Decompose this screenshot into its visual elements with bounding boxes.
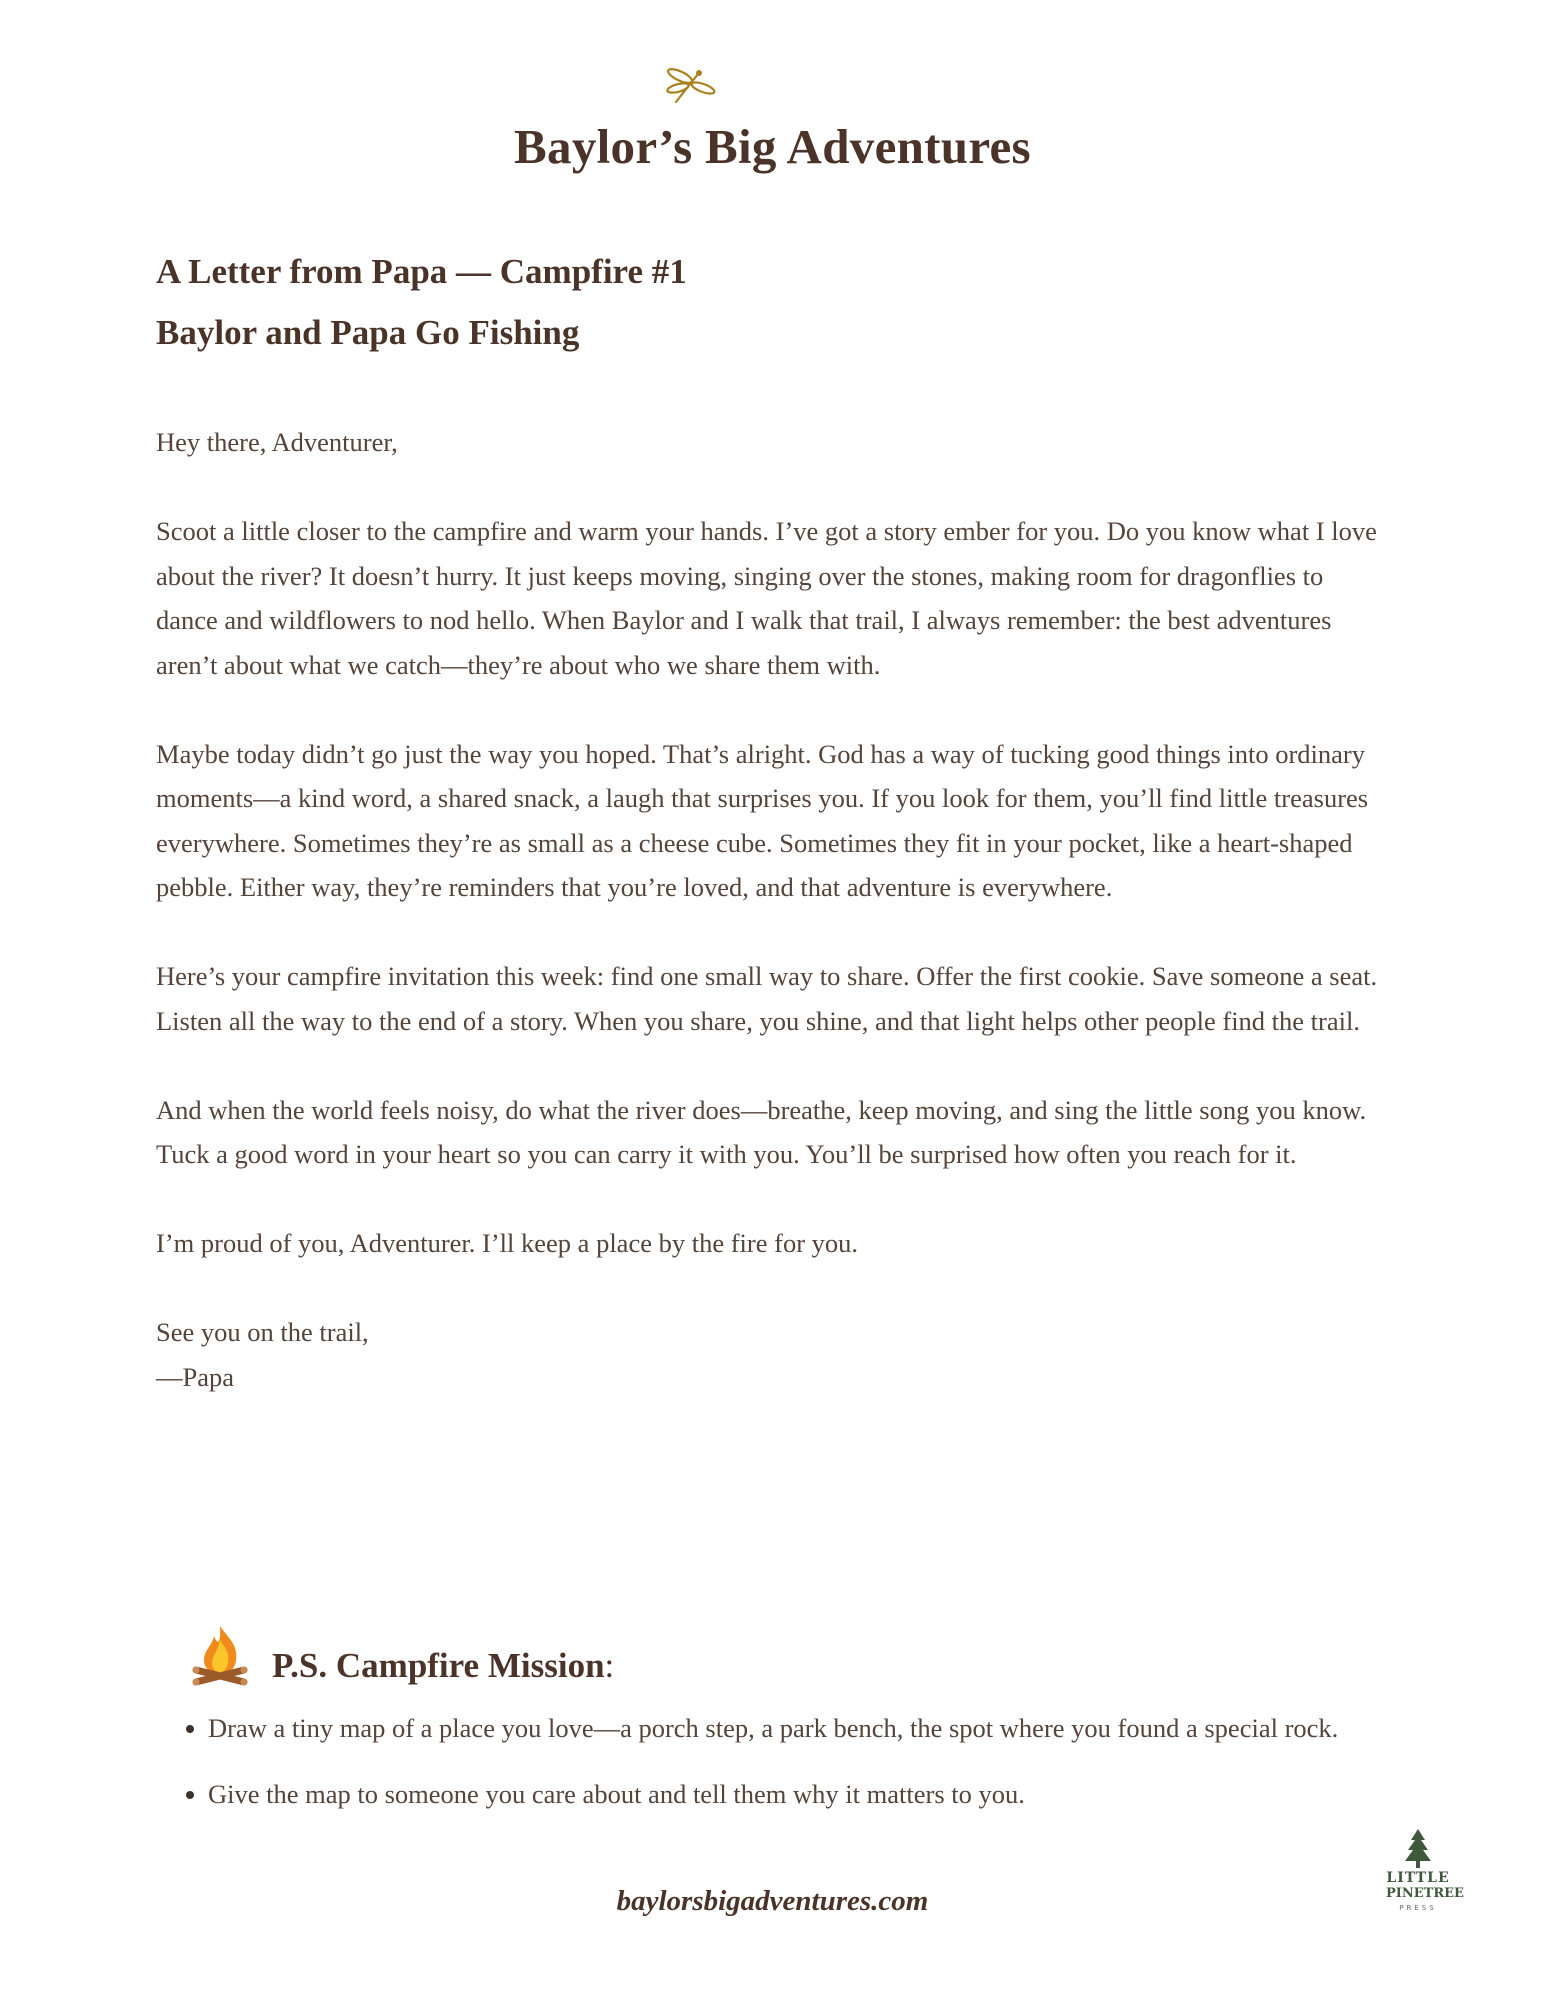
dragonfly-icon [658,62,716,110]
press-name-line3: PRESS [1399,1904,1437,1912]
campfire-icon [190,1622,250,1686]
pine-tree-icon [1403,1828,1433,1870]
closing: See you on the trail, [156,1317,369,1347]
letter-subtitle: Baylor and Papa Go Fishing [156,313,580,352]
paragraph: Scoot a little closer to the campfire and warm your hands. I’ve got a story ember for you. Do you know what I love about the river? It doesn’t hurry. It just keeps moving, singing over the stones, making room for dragonflies to dance and wildflowers to nod hello. When Baylor and I walk that trail, I always remember: the best adventures aren’t about what we catch—they’re about who we share them with. [156,516,1377,680]
paragraph: I’m proud of you, Adventurer. I’ll keep a place by the fire for you. [156,1228,859,1258]
press-name-line1: LITTLE [1386,1870,1450,1886]
footer-website-link[interactable]: baylorsbigadventures.com [616,1885,929,1917]
mission-heading [272,1646,614,1686]
mission-item: Give the map to someone you care about and tell them why it matters to you. [182,1772,1362,1816]
press-name-line2: PINETREE [1386,1886,1464,1901]
paragraph: Here’s your campfire invitation this week: find one small way to share. Offer the first cookie. Save someone a seat. Listen all the way to the end of a story. When you share, you shine, and that light helps other people find the trail. [156,961,1378,1036]
letter-title: A Letter from Papa — Campfire #1 [156,252,687,291]
paragraph: Maybe today didn’t go just the way you hoped. That’s alright. God has a way of tucking good things into ordinary moments—a kind word, a shared snack, a laugh that surprises you. If you look for them, you’ll find little treasures everywhere. Sometimes they’re as small as a cheese cube. Sometimes they fit in your pocket, like a heart-shaped pebble. Either way, they’re reminders that you’re loved, and that adventure is everywhere. [156,738,1369,902]
mission-list [182,1706,1362,1816]
site-title: Baylor’s Big Adventures [514,119,1031,174]
paragraph: And when the world feels noisy, do what the river does—breathe, keep moving, and sing the little song you know. Tuck a good word in your heart so you can carry it with you. You’ll be surprised how often you reach for it. [156,1094,1367,1169]
greeting: Hey there, Adventurer, [156,427,398,457]
letter-body [156,420,1386,1399]
mission-item: Draw a tiny map of a place you love—a porch step, a park bench, the spot where you found a special rock. [182,1706,1362,1750]
little-pinetree-press-logo [1386,1828,1464,1914]
mission-heading-colon: : [604,1646,615,1685]
mission-heading-text: P.S. Campfire Mission [272,1646,605,1685]
signature: —Papa [156,1361,235,1392]
